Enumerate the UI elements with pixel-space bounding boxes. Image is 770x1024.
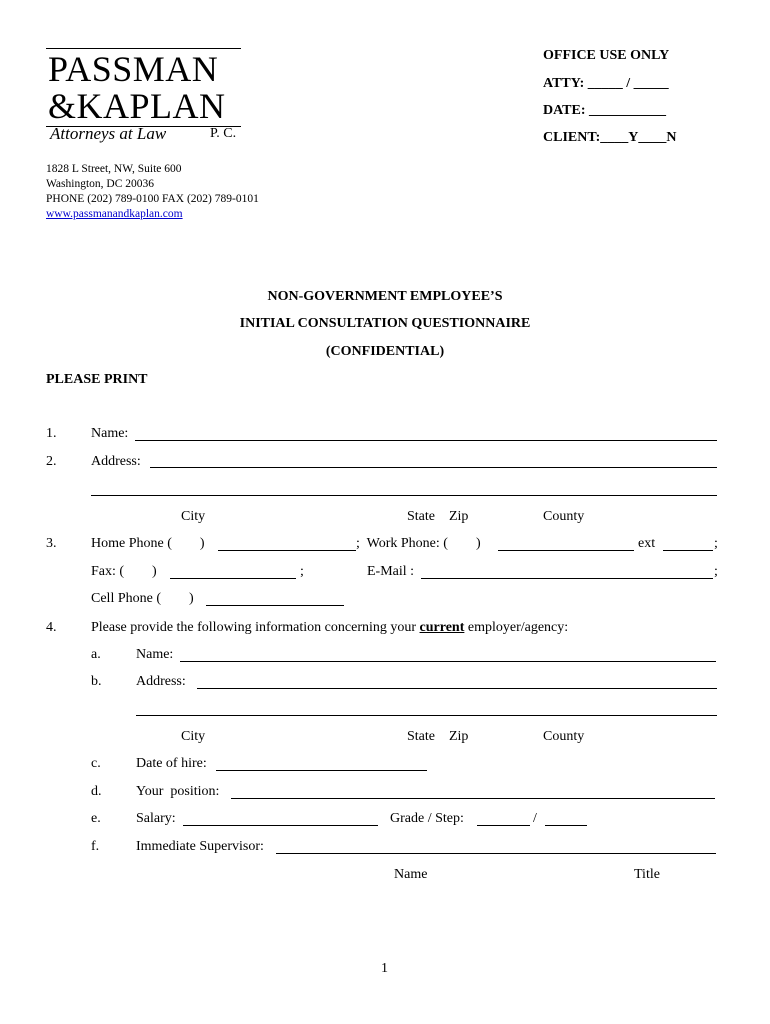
q4b-address-field-1[interactable] [197,688,717,689]
q4c-date-of-hire-label: Date of hire: [136,756,207,771]
q3-work-phone-label: ; Work Phone: ( ) [356,536,481,551]
q2-city-caption: City [181,509,206,524]
q2-state-zip-caption: State Zip [407,509,469,524]
q4e-grade-step-label: Grade / Step: [390,811,464,826]
q3-ext-semicolon: ; [714,536,718,551]
q4d-position-label: Your position: [136,784,220,799]
page-number: 1 [381,961,388,976]
q1-name-field[interactable] [135,440,717,441]
q4c-letter: c. [91,756,101,771]
q3-ext-label: ext [638,536,656,551]
firm-city: Washington, DC 20036 [46,178,155,190]
office-use-atty: ATTY: _____ / _____ [543,76,669,91]
q4d-letter: d. [91,784,102,799]
q4f-title-caption: Title [634,867,660,882]
q3-email-field[interactable] [421,578,713,579]
q4b-address-field-2[interactable] [136,715,717,716]
q2-address-label: Address: [91,454,141,469]
q3-work-phone-field[interactable] [498,550,634,551]
q4e-letter: e. [91,811,101,826]
form-title-line-3: (CONFIDENTIAL) [325,344,445,359]
q3-cell-phone-label: Cell Phone ( ) [91,591,194,606]
firm-street: 1828 L Street, NW, Suite 600 [46,163,182,175]
q3-number: 3. [46,536,57,551]
q4a-name-label: Name: [136,647,174,662]
q4e-salary-field[interactable] [183,825,378,826]
q3-home-phone-field[interactable] [218,550,356,551]
office-use-date: DATE: ___________ [543,103,667,118]
q4a-letter: a. [91,647,101,662]
q4b-state-zip-caption: State Zip [407,729,469,744]
q4a-name-field[interactable] [180,661,716,662]
q3-cell-phone-field[interactable] [206,605,344,606]
please-print-label: PLEASE PRINT [46,372,148,387]
logo-pc: P. C. [210,126,237,141]
q2-number: 2. [46,454,57,469]
q4f-letter: f. [91,839,100,854]
q3-ext-field[interactable] [663,550,713,551]
logo-tagline: Attorneys at Law [50,124,167,143]
q2-county-caption: County [543,509,585,524]
office-use-heading: OFFICE USE ONLY [543,48,670,63]
q4-number: 4. [46,620,57,635]
q4b-address-label: Address: [136,674,186,689]
q4f-supervisor-field[interactable] [276,853,716,854]
office-use-client: CLIENT:____Y____N [543,130,677,145]
q2-address-field-1[interactable] [150,467,717,468]
q4-intro-pre: Please provide the following information concerning your [91,620,420,635]
q4e-step-field[interactable] [545,825,587,826]
q4e-salary-label: Salary: [136,811,176,826]
q4-intro-post: employer/agency: [464,620,569,635]
q3-fax-label: Fax: ( ) [91,564,157,579]
q3-home-phone-label: Home Phone ( ) [91,536,205,551]
q4b-county-caption: County [543,729,585,744]
logo-line-1: PASSMAN [48,49,219,89]
q2-address-field-2[interactable] [91,495,717,496]
q4-intro [91,620,568,636]
q3-fax-field[interactable] [170,578,296,579]
q1-name-label: Name: [91,426,129,441]
q3-email-label: E-Mail : [367,564,415,579]
form-title-line-2: INITIAL CONSULTATION QUESTIONNAIRE [239,316,531,331]
q4c-date-of-hire-field[interactable] [216,770,427,771]
q4d-position-field[interactable] [231,798,715,799]
q4b-city-caption: City [181,729,206,744]
firm-logo [46,48,241,144]
q4e-grade-field[interactable] [477,825,530,826]
q3-fax-semicolon: ; [300,564,304,579]
q4-intro-emphasis: current [419,620,465,635]
q4f-supervisor-label: Immediate Supervisor: [136,839,264,854]
q4f-name-caption: Name [394,867,428,882]
firm-phone-fax: PHONE (202) 789-0100 FAX (202) 789-0101 [46,193,259,205]
form-title-line-1: NON-GOVERNMENT EMPLOYEE’S [267,289,503,304]
logo-line-2: &KAPLAN [48,86,226,126]
firm-website-link[interactable]: www.passmanandkaplan.com [46,208,183,220]
q4e-grade-slash: / [533,811,537,826]
q3-email-semicolon: ; [714,564,718,579]
q1-number: 1. [46,426,57,441]
q4b-letter: b. [91,674,102,689]
